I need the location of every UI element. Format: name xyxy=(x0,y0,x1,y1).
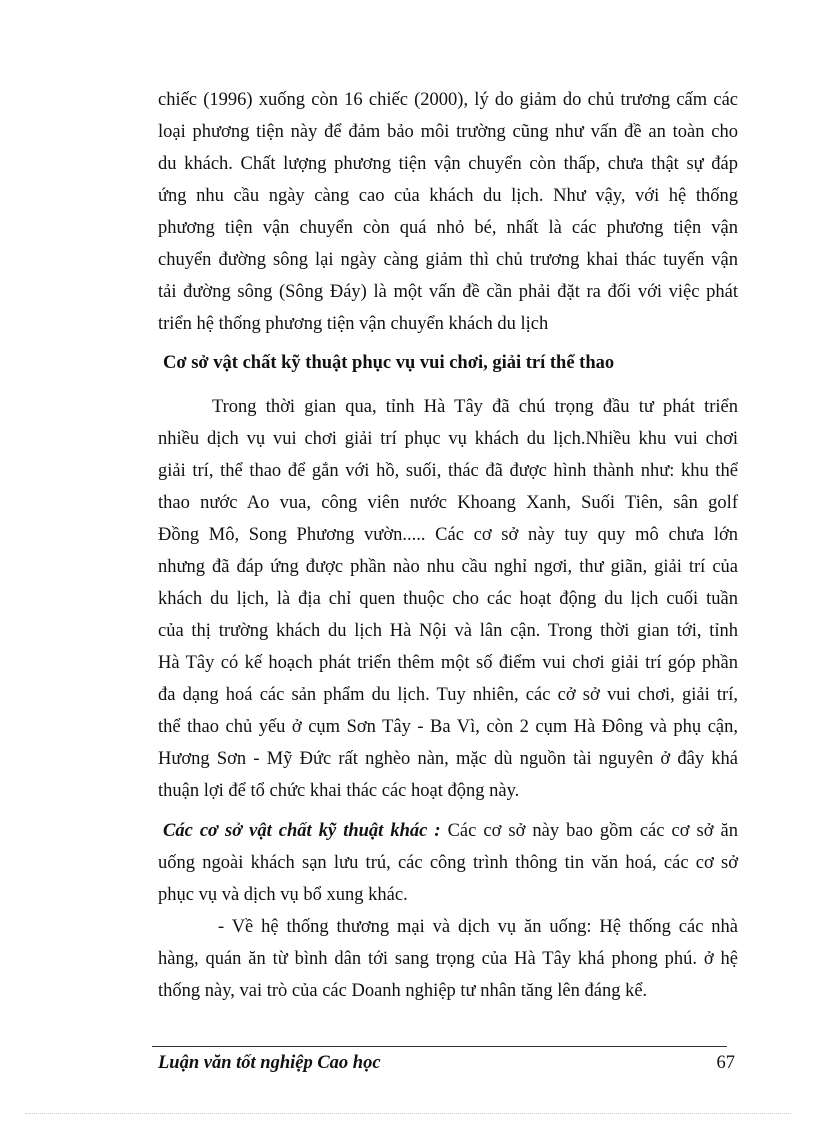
paragraph-line: đa dạng hoá các sản phẩm du lịch. Tuy nhiên, các cở sở vui chơi, giải trí, xyxy=(158,685,738,705)
paragraph-entertainment xyxy=(158,391,738,807)
paragraph-line: - Về hệ thống thương mại và dịch vụ ăn uống: Hệ thống các nhà xyxy=(218,917,738,937)
paragraph-line: thể thao chủ yếu ở cụm Sơn Tây - Ba Vì, còn 2 cụm Hà Đông và phụ cận, xyxy=(158,717,738,737)
paragraph-line: của thị trường khách du lịch Hà Nội và lân cận. Trong thời gian tới, tỉnh xyxy=(158,621,738,641)
paragraph-line: Hương Sơn - Mỹ Đức rất nghèo nàn, mặc dù nguồn tài nguyên ở đây khá xyxy=(158,749,738,769)
paragraph-line: Đồng Mô, Song Phương vườn..... Các cơ sở này tuy quy mô chưa lớn xyxy=(158,525,738,545)
inline-heading-other-facilities: Các cơ sở vật chất kỹ thuật khác : xyxy=(163,821,441,841)
paragraph-line: Hà Tây có kế hoạch phát triển thêm một số điểm vui chơi giải trí góp phần xyxy=(158,653,738,673)
paragraph-line: Trong thời gian qua, tỉnh Hà Tây đã chú trọng đầu tư phát triển xyxy=(212,397,738,417)
paragraph-line: nhiều dịch vụ vui chơi giải trí phục vụ khách du lịch.Nhiều khu vui chơi xyxy=(158,429,738,449)
paragraph-line: chiếc (1996) xuống còn 16 chiếc (2000), lý do giảm do chủ trương cấm các xyxy=(158,90,738,110)
paragraph-line: khách du lịch, là địa chỉ quen thuộc cho các hoạt động du lịch cuối tuần xyxy=(158,589,738,609)
paragraph-line: thống này, vai trò của các Doanh nghiệp tư nhân tăng lên đáng kể. xyxy=(158,981,648,1001)
paragraph-line: nhưng đã đáp ứng được phần nào nhu cầu nghỉ ngơi, thư giãn, giải trí của xyxy=(158,557,738,577)
paragraph-line: phục vụ và dịch vụ bổ xung khác. xyxy=(158,885,408,905)
paragraph-line: tải đường sông (Sông Đáy) là một vấn đề cần phải đặt ra đối với việc phát xyxy=(158,282,738,302)
paragraph-line: thao nước Ao vua, công viên nước Khoang Xanh, Suối Tiên, sân golf xyxy=(158,493,738,513)
section-heading-entertainment: Cơ sở vật chất kỹ thuật phục vụ vui chơi, giải trí thể thao xyxy=(163,353,615,373)
paragraph-line xyxy=(158,815,738,847)
paragraph-line: du khách. Chất lượng phương tiện vận chuyển còn thấp, chưa thật sự đáp xyxy=(158,154,738,174)
page-number: 67 xyxy=(716,1053,735,1073)
footer-title: Luận văn tốt nghiệp Cao học xyxy=(158,1053,381,1073)
paragraph-line: giải trí, thể thao để gắn với hồ, suối, thác đã được hình thành như: khu thể xyxy=(158,461,738,481)
page-edge xyxy=(25,1113,791,1114)
paragraph-line: loại phương tiện này để đảm bảo môi trường cũng như vấn đề an toàn cho xyxy=(158,122,738,142)
paragraph-line: uống ngoài khách sạn lưu trú, các công trình thông tin văn hoá, các cơ sở xyxy=(158,853,738,873)
paragraph-line: ứng nhu cầu ngày càng cao của khách du lịch. Như vậy, với hệ thống xyxy=(158,186,738,206)
paragraph-line: hàng, quán ăn từ bình dân tới sang trọng của Hà Tây khá phong phú. ở hệ xyxy=(158,949,738,969)
paragraph-text: Các cơ sở này bao gồm các cơ sở ăn xyxy=(440,821,738,841)
paragraph-line: phương tiện vận chuyển còn quá nhỏ bé, nhất là các phương tiện vận xyxy=(158,218,738,238)
footer-divider xyxy=(152,1046,727,1047)
paragraph-line: triển hệ thống phương tiện vận chuyển khách du lịch xyxy=(158,314,549,334)
paragraph-other-facilities xyxy=(158,815,738,911)
paragraph-restaurants xyxy=(158,911,738,1007)
paragraph-line: thuận lợi để tổ chức khai thác các hoạt động này. xyxy=(158,781,520,801)
paragraph-transport xyxy=(158,84,738,340)
paragraph-line: chuyển đường sông lại ngày càng giảm thì chủ trương khai thác tuyến vận xyxy=(158,250,738,270)
